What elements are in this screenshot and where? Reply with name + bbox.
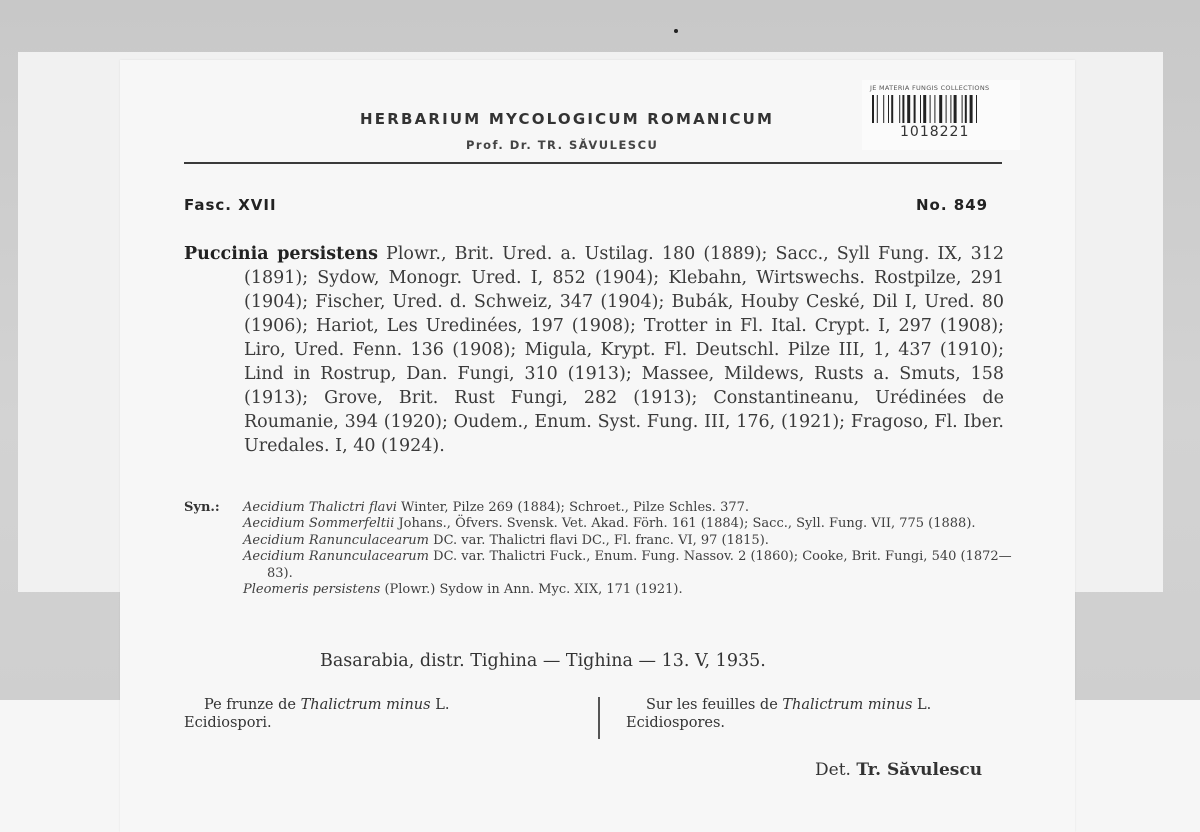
synonym-name: Aecidium Thalictri flavi bbox=[243, 500, 397, 515]
synonym-text: DC. var. Thalictri Fuck., Enum. Fung. Nassov. 2 (1860); Cooke, Brit. Fungi, 540 (1872—83). bbox=[267, 549, 1012, 581]
barcode-bar bbox=[954, 95, 957, 123]
synonym-entry bbox=[243, 533, 1018, 549]
barcode-bar bbox=[962, 95, 963, 123]
synonyms-list bbox=[243, 500, 1018, 598]
host-fr-author: L. bbox=[917, 697, 932, 713]
barcode-bar bbox=[930, 95, 931, 123]
barcode-bar bbox=[965, 95, 967, 123]
specimen-number: No. 849 bbox=[916, 196, 989, 214]
barcode-bar bbox=[923, 95, 926, 123]
synonym-text: (Plowr.) Sydow in Ann. Myc. XIX, 171 (1921). bbox=[384, 582, 683, 598]
barcode-bar bbox=[976, 95, 977, 123]
host-fr-species: Thalictrum minus bbox=[782, 697, 913, 713]
dust-speck bbox=[674, 29, 678, 33]
barcode-bar bbox=[883, 95, 884, 123]
host-romanian bbox=[184, 696, 574, 732]
barcode-label: JE MATERIA FUNGIS COLLECTIONS bbox=[870, 84, 990, 92]
herbarium-title: HERBARIUM MYCOLOGICUM ROMANICUM bbox=[360, 110, 775, 128]
host-ro-species: Thalictrum minus bbox=[300, 697, 431, 713]
determiner bbox=[815, 760, 982, 780]
synonyms-label: Syn.: bbox=[184, 500, 220, 515]
citation-text: Plowr., Brit. Ured. a. Ustilag. 180 (1889); Sacc., Syll Fung. IX, 312 (1891); Sydow, Monogr. Ured. I, 852 (1904); Klebahn, Wirtswechs. Rostpilze, 291 (1904); Fischer, Ured. d. Schweiz, 347 (1904); Bubák, Houby Ceské, Dil I, Ured. 80 (1906); Hariot, Les Uredinées, 197 (1908); Trotter in Fl. Ital. Crypt. I, 297 (1908); Liro, Ured. Fenn. 136 (1908); Migula, Krypt. Fl. Deutschl. Pilze III, 1, 437 (1910); Lind in Rostrup, Dan. Fungi, 310 (1913); Massee, Mildews, Rusts a. Smuts, 158 (1913); Grove, Brit. Rust Fungi, 282 (1913); Constantineanu, Urédinées de Roumanie, 394 (1920); Oudem., Enum. Syst. Fung. III, 176, (1921); Fragoso, Fl. Iber. Uredales. I, 40 (1924). bbox=[244, 244, 1004, 456]
barcode-number: 1018221 bbox=[900, 124, 970, 140]
synonym-entry bbox=[243, 549, 1018, 582]
host-ro-prefix: Pe frunze de bbox=[204, 697, 296, 713]
barcode-bar bbox=[939, 95, 942, 123]
column-divider bbox=[598, 697, 600, 739]
barcode-bar bbox=[877, 95, 878, 123]
barcode-bar bbox=[914, 95, 916, 123]
synonym-text: Johans., Öfvers. Svensk. Vet. Akad. Förh. 161 (1884); Sacc., Syll. Fung. VII, 775 (1888). bbox=[398, 516, 976, 532]
host-french bbox=[626, 696, 1022, 732]
synonym-name: Pleomeris persistens bbox=[243, 582, 381, 598]
spore-stage-fr: Ecidiospores. bbox=[626, 715, 726, 731]
synonym-text: Winter, Pilze 269 (1884); Schroet., Pilze Schles. 377. bbox=[401, 500, 750, 515]
barcode-bar bbox=[934, 95, 935, 123]
synonym-entry bbox=[243, 582, 1018, 598]
synonym-entry bbox=[243, 516, 1018, 532]
host-fr-prefix: Sur les feuilles de bbox=[646, 697, 778, 713]
synonym-name: Aecidium Sommerfeltii bbox=[243, 516, 395, 532]
host-ro-author: L. bbox=[435, 697, 450, 713]
barcode-bar bbox=[899, 95, 900, 123]
barcode-bar bbox=[888, 95, 889, 123]
barcode-bar bbox=[891, 95, 893, 123]
determiner-prefix: Det. bbox=[815, 760, 851, 780]
header-rule bbox=[184, 162, 1002, 164]
synonym-name: Aecidium Ranunculacearum bbox=[243, 549, 429, 565]
synonym-entry bbox=[243, 500, 1018, 516]
barcode-bar bbox=[946, 95, 947, 123]
synonym-name: Aecidium Ranunculacearum bbox=[243, 532, 429, 548]
species-citation bbox=[184, 242, 1004, 458]
collection-locality: Basarabia, distr. Tighina — Tighina — 13. V, 1935. bbox=[320, 651, 766, 671]
determiner-name: Tr. Săvulescu bbox=[856, 760, 983, 780]
spore-stage-ro: Ecidiospori. bbox=[184, 715, 272, 731]
herbarium-subtitle: Prof. Dr. TR. SĂVULESCU bbox=[466, 138, 659, 152]
fascicle-number: Fasc. XVII bbox=[184, 196, 277, 214]
synonym-text: DC. var. Thalictri flavi DC., Fl. franc. VI, 97 (1815). bbox=[433, 532, 769, 548]
barcode-bar bbox=[970, 95, 973, 123]
barcode-icon bbox=[872, 95, 1006, 123]
barcode-bar bbox=[902, 95, 904, 123]
barcode-bar bbox=[907, 95, 910, 123]
barcode-bar bbox=[950, 95, 951, 123]
barcode-bar bbox=[920, 95, 921, 123]
barcode-bar bbox=[872, 95, 874, 123]
species-name: Puccinia persistens bbox=[184, 244, 378, 264]
